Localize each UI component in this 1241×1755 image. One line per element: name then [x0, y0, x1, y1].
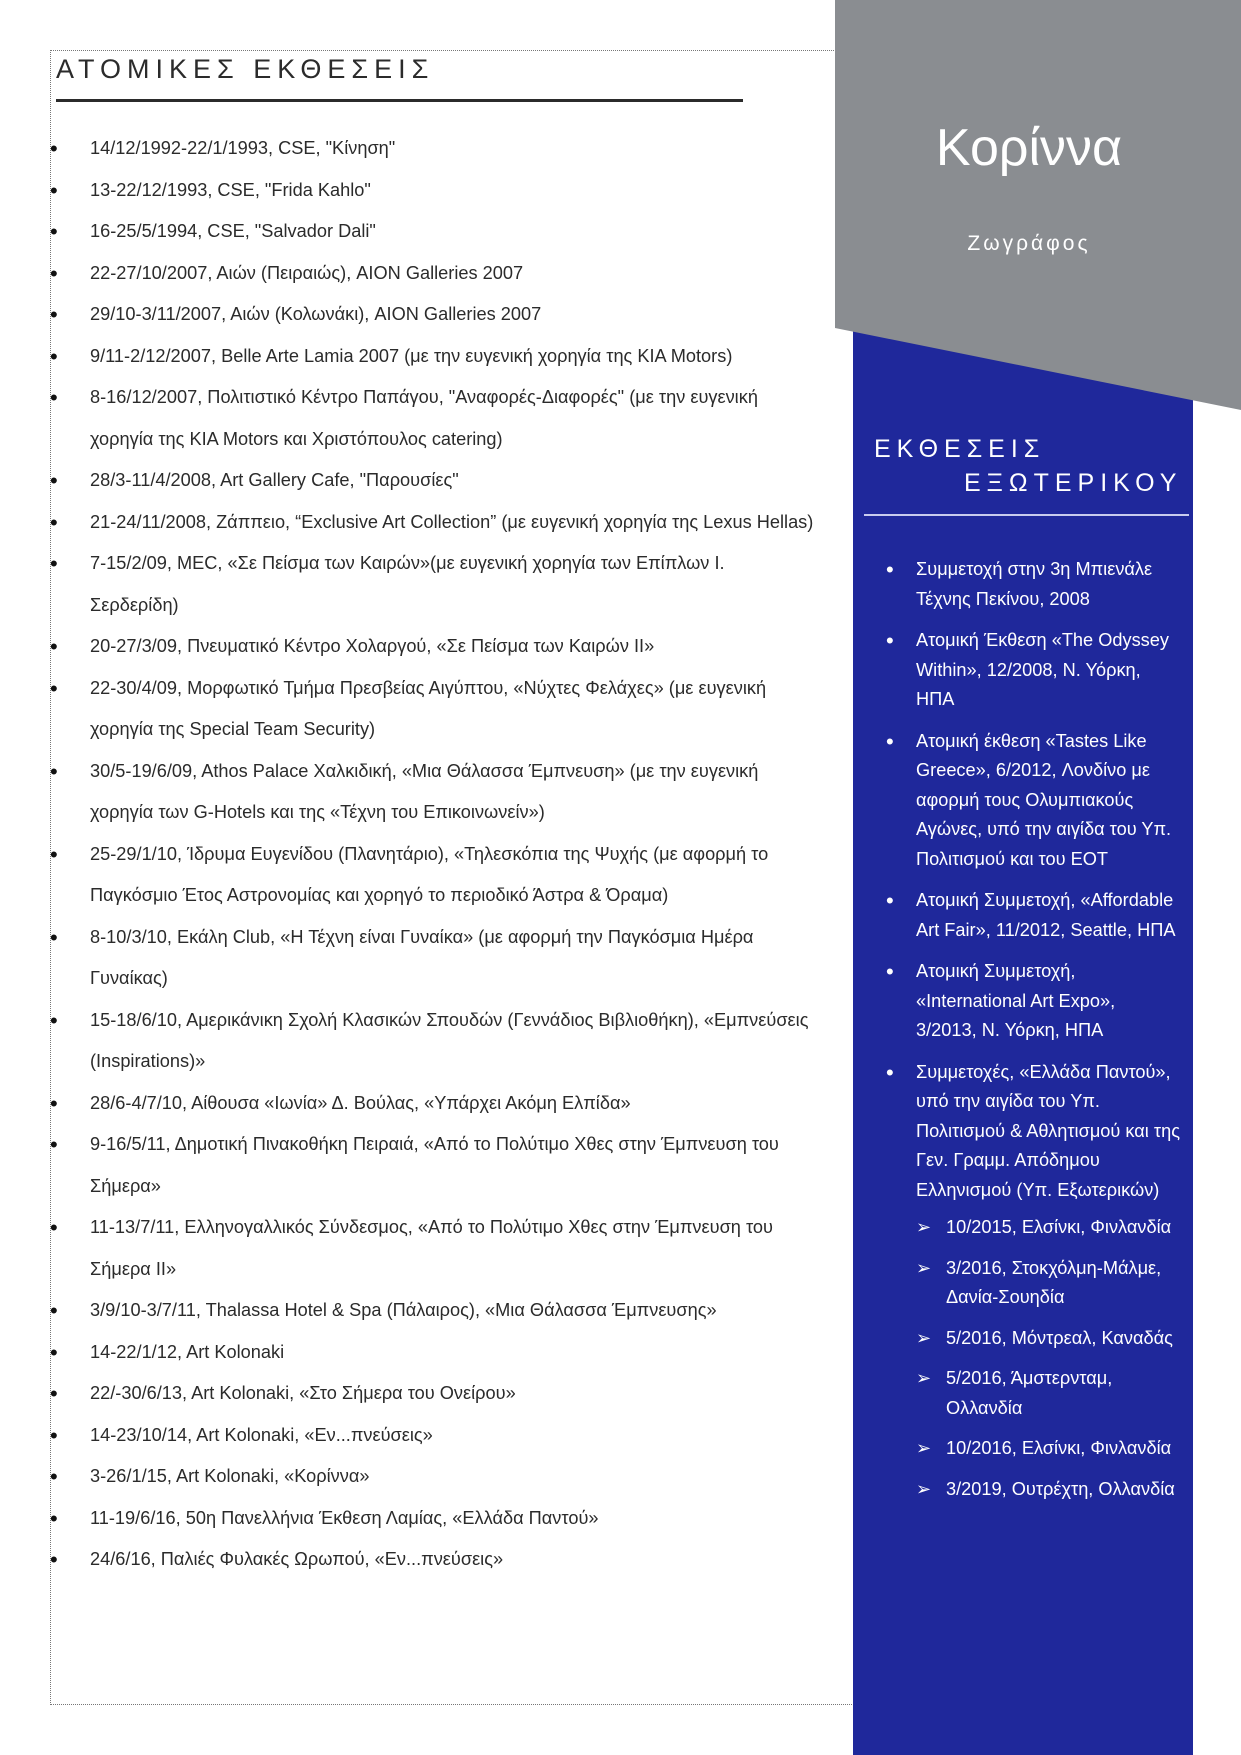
abroad-item: • Συμμετοχή στην 3η Μπιενάλε Τέχνης Πεκίνου, 2008	[880, 555, 1180, 614]
exhibition-item: • 25-29/1/10, Ίδρυμα Ευγενίδου (Πλανητάριο), «Τηλεσκόπια της Ψυχής (με αφορμή το Παγκόσμιο Έτος Αστρονομίας και χορηγό το περιοδικό Άστρα & Όραμα)	[56, 834, 816, 917]
abroad-exhibitions-list	[880, 555, 1180, 1516]
abroad-item-with-sublist	[880, 1058, 1180, 1505]
exhibition-item: • 11-19/6/16, 50η Πανελλήνια Έκθεση Λαμίας, «Ελλάδα Παντού»	[56, 1498, 816, 1540]
abroad-sub-item-text: 3/2016, Στοκχόλμη-Μάλμε, Δανία-Σουηδία	[946, 1257, 1162, 1307]
abroad-sub-item-text: 5/2016, Μόντρεαλ, Καναδάς	[946, 1327, 1173, 1348]
exhibition-item: • 9-16/5/11, Δημοτική Πινακοθήκη Πειραιά, «Από το Πολύτιμο Χθες στην Έμπνευση του Σήμερα»	[56, 1124, 816, 1207]
abroad-sub-item	[916, 1324, 1180, 1354]
exhibition-item: • 11-13/7/11, Ελληνογαλλικός Σύνδεσμος, «Από το Πολύτιμο Χθες στην Έμπνευση του Σήμερα ΙΙ»	[56, 1207, 816, 1290]
exhibition-item: • 14-22/1/12, Art Kolonaki	[56, 1332, 816, 1374]
title-rule	[56, 99, 743, 102]
exhibition-item: • 30/5-19/6/09, Athos Palace Χαλκιδική, «Μια Θάλασσα Έμπνευση» (με την ευγενική χορηγία των G-Hotels και της «Τέχνη του Επικοινωνείν»)	[56, 751, 816, 834]
sidebar-gray-header	[835, 0, 1241, 410]
artist-name: Κορίννα	[935, 119, 1123, 177]
abroad-item: • Ατομική Συμμετοχή, «Affordable Art Fair», 11/2012, Seattle, ΗΠΑ	[880, 886, 1180, 945]
arrow-bullet-icon: ➢	[916, 1478, 932, 1499]
exhibition-item: • 28/3-11/4/2008, Art Gallery Cafe, "Παρουσίες"	[56, 460, 816, 502]
exhibition-item: • 20-27/3/09, Πνευματικό Κέντρο Χολαργού, «Σε Πείσμα των Καιρών ΙΙ»	[56, 626, 816, 668]
abroad-sub-item-text: 10/2016, Ελσίνκι, Φινλανδία	[946, 1438, 1172, 1458]
abroad-sub-item	[916, 1475, 1180, 1505]
exhibition-item: • 16-25/5/1994, CSE, "Salvador Dali"	[56, 211, 816, 253]
exhibition-item: • 8-10/3/10, Εκάλη Club, «Η Τέχνη είναι Γυναίκα» (με αφορμή την Παγκόσμια Ημέρα Γυναίκας)	[56, 917, 816, 1000]
exhibition-item: • 7-15/2/09, MEC, «Σε Πείσμα των Καιρών»(με ευγενική χορηγία των Επίπλων Ι. Σερδερίδη)	[56, 543, 816, 626]
exhibition-item: • 15-18/6/10, Αμερικάνικη Σχολή Κλασικών Σπουδών (Γεννάδιος Βιβλιοθήκη), «Εμπνεύσεις (Inspirations)»	[56, 1000, 816, 1083]
exhibition-item: • 9/11-2/12/2007, Belle Arte Lamia 2007 (με την ευγενική χορηγία της KIA Motors)	[56, 336, 816, 378]
abroad-sub-item-text: 5/2016, Άμστερνταμ, Ολλανδία	[946, 1368, 1113, 1418]
exhibition-item: • 13-22/12/1993, CSE, "Frida Kahlo"	[56, 170, 816, 212]
exhibition-item: • 8-16/12/2007, Πολιτιστικό Κέντρο Παπάγου, "Αναφορές-Διαφορές" (με την ευγενική χορηγία της KIA Motors και Χριστόπουλος catering)	[56, 377, 816, 460]
artist-role: Ζωγράφος	[967, 232, 1091, 255]
abroad-item: • Ατομική Συμμετοχή, «International Art Expo», 3/2013, Ν. Υόρκη, ΗΠΑ	[880, 957, 1180, 1046]
solo-exhibitions-list	[56, 128, 816, 1581]
exhibition-item: • 3/9/10-3/7/11, Thalassa Hotel & Spa (Πάλαιρος), «Μια Θάλασσα Έμπνευσης»	[56, 1290, 816, 1332]
exhibition-item: • 24/6/16, Παλιές Φυλακές Ωρωπού, «Εν...πνεύσεις»	[56, 1539, 816, 1581]
page-title: ΑΤΟΜΙΚΕΣ ΕΚΘΕΣΕΙΣ	[56, 54, 435, 84]
exhibition-item: • 29/10-3/11/2007, Αιών (Κολωνάκι), AION Galleries 2007	[56, 294, 816, 336]
abroad-sub-item	[916, 1254, 1180, 1313]
arrow-bullet-icon: ➢	[916, 1217, 932, 1237]
exhibition-item: • 14-23/10/14, Art Kolonaki, «Εν...πνεύσεις»	[56, 1415, 816, 1457]
abroad-heading-rule	[864, 514, 1189, 516]
exhibition-item: • 21-24/11/2008, Ζάππειο, “Exclusive Art Collection” (με ευγενική χορηγία της Lexus Hellas)	[56, 502, 816, 544]
abroad-heading	[874, 432, 1183, 500]
abroad-sub-item	[916, 1434, 1180, 1464]
abroad-item: • Ατομική Έκθεση «The Odyssey Within», 12/2008, Ν. Υόρκη, ΗΠΑ	[880, 626, 1180, 715]
exhibition-item: • 22-30/4/09, Μορφωτικό Τμήμα Πρεσβείας Αιγύπτου, «Νύχτες Φελάχες» (με ευγενική χορηγία της Special Team Security)	[56, 668, 816, 751]
arrow-bullet-icon: ➢	[916, 1327, 932, 1348]
arrow-bullet-icon: ➢	[916, 1257, 932, 1278]
abroad-sub-item	[916, 1213, 1180, 1243]
abroad-sub-item-text: 3/2019, Ουτρέχτη, Ολλανδία	[946, 1478, 1175, 1499]
abroad-item-text: Συμμετοχές, «Ελλάδα Παντού», υπό την αιγίδα του Υπ. Πολιτισμού & Αθλητισμού και της Γεν. Γραμμ. Απόδημου Ελληνισμού (Υπ. Εξωτερικών)	[916, 1061, 1180, 1200]
exhibition-item: • 14/12/1992-22/1/1993, CSE, "Κίνηση"	[56, 128, 816, 170]
exhibition-item: • 22/-30/6/13, Art Kolonaki, «Στο Σήμερα του Ονείρου»	[56, 1373, 816, 1415]
arrow-bullet-icon: ➢	[916, 1438, 932, 1458]
exhibition-item: • 3-26/1/15, Art Kolonaki, «Κορίννα»	[56, 1456, 816, 1498]
arrow-bullet-icon: ➢	[916, 1368, 932, 1388]
exhibition-item: • 22-27/10/2007, Αιών (Πειραιώς), AION Galleries 2007	[56, 253, 816, 295]
abroad-heading-line1: ΕΚΘΕΣΕΙΣ	[874, 435, 1046, 463]
abroad-sublist	[916, 1213, 1180, 1504]
exhibition-item: • 28/6-4/7/10, Αίθουσα «Ιωνία» Δ. Βούλας, «Υπάρχει Ακόμη Ελπίδα»	[56, 1083, 816, 1125]
solo-exhibitions-section	[56, 50, 816, 1581]
abroad-sub-item	[916, 1364, 1180, 1423]
abroad-heading-line2: ΕΞΩΤΕΡΙΚΟΥ	[964, 469, 1183, 497]
abroad-sub-item-text: 10/2015, Ελσίνκι, Φινλανδία	[946, 1217, 1172, 1237]
abroad-item: • Ατομική έκθεση «Tastes Like Greece», 6/2012, Λονδίνο με αφορμή τους Ολυμπιακούς Αγώνες, υπό την αιγίδα του Υπ. Πολιτισμού και του ΕΟΤ	[880, 727, 1180, 875]
